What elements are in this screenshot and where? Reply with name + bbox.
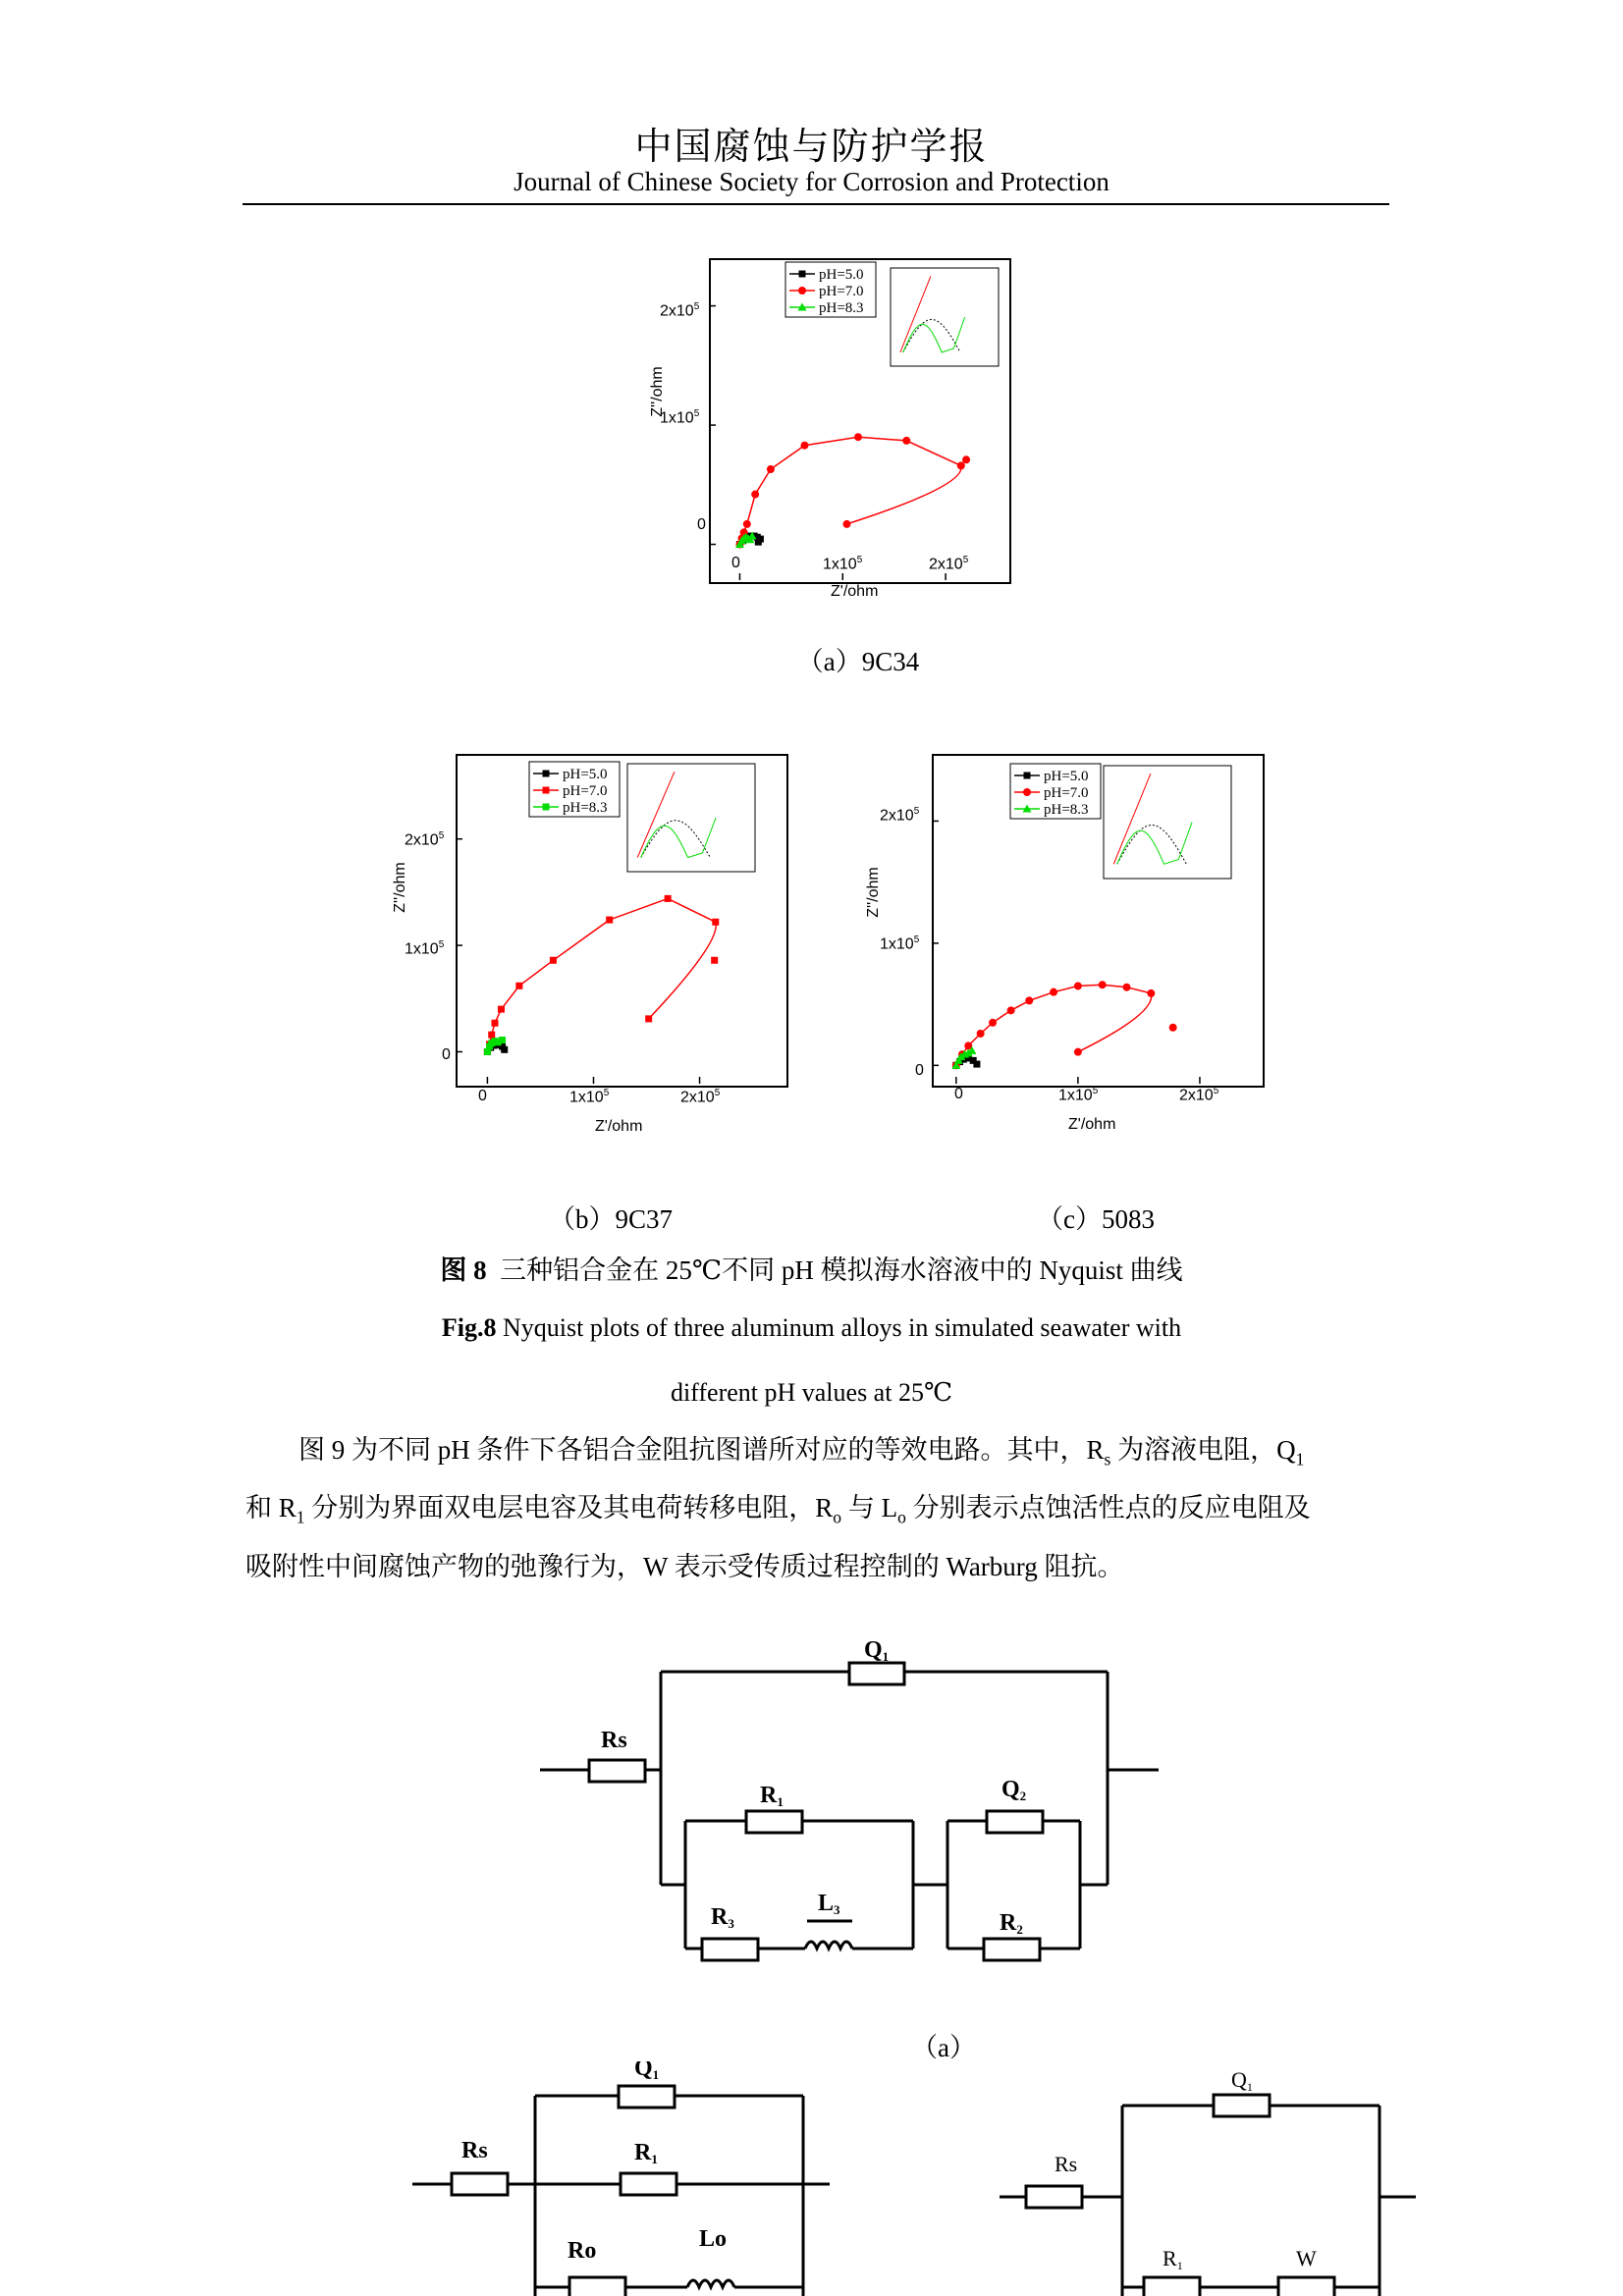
data-point (501, 1046, 508, 1053)
data-point (498, 1006, 505, 1013)
data-point (488, 1032, 495, 1039)
label-r1: R1 (760, 1783, 784, 1809)
series-pH=7.0 (735, 433, 970, 548)
label-c-rs: Rs (1055, 2152, 1078, 2176)
data-point (755, 539, 762, 546)
label-l3: L3 (818, 1891, 840, 1917)
chart-b-ytick-0: 0 (442, 1046, 451, 1063)
chart-c-xtick-0: 0 (954, 1086, 963, 1102)
subcaption-b: （b）9C37 (548, 1204, 673, 1234)
data-point (1025, 996, 1033, 1004)
inset-plot (1104, 766, 1231, 879)
chart-a-ytick-0: 0 (697, 516, 706, 533)
inset-frame (1104, 766, 1231, 879)
figure9-caption-a: （a） (911, 2033, 976, 2062)
legend-label: pH=5.0 (819, 267, 864, 283)
figure8-caption-en-line1: Fig.8 Nyquist plots of three aluminum alloys in simulated seawater with (441, 1313, 1182, 1342)
label-b-r1: R1 (634, 2140, 658, 2166)
label-c-w: W (1296, 2246, 1317, 2270)
fit-line (487, 898, 716, 1051)
series-pH=7.0 (484, 895, 719, 1055)
header-rule (243, 203, 1389, 205)
data-point (854, 433, 862, 441)
body-paragraph-lines (245, 1425, 1386, 1591)
circuit-c (992, 2061, 1424, 2296)
data-point (665, 895, 672, 902)
chart-b-ytick-1: $1x10^5$ (405, 939, 445, 958)
label-c-q1: Q1 (1231, 2067, 1253, 2094)
data-point (1074, 982, 1082, 989)
data-point (1099, 981, 1107, 988)
chart-c-ytick-0: 0 (915, 1062, 924, 1079)
data-point (1024, 773, 1031, 779)
chart-a-ylabel: Z''/ohm (649, 366, 666, 417)
inset-frame (627, 764, 755, 872)
data-point (957, 461, 965, 469)
chart-c-ytick-1: $1x10^5$ (880, 934, 920, 953)
chart-c-ylabel: Z''/ohm (865, 867, 882, 918)
para-line-3: 吸附性中间腐蚀产物的弛豫行为，W 表示受传质过程控制的 Warburg 阻抗。 (245, 1551, 1124, 1581)
data-point (799, 271, 806, 278)
data-point (515, 983, 522, 989)
chart-c (932, 754, 1263, 1086)
figure8-caption-en-line2: different pH values at 25℃ (670, 1378, 953, 1407)
legend-label: pH=7.0 (563, 783, 608, 799)
chart-a-xtick-0: 0 (731, 555, 740, 571)
data-point (973, 1061, 980, 1068)
inset-plot (891, 268, 999, 366)
legend-label: pH=7.0 (819, 284, 864, 299)
data-point (1074, 1048, 1082, 1056)
para-line-2: 和 $R_1$ 分别为界面双电层电容及其电荷转移电阻，$R_o$ 与 $L_o$ 分别表示点蚀活性点的反应电阻及 (245, 1493, 1311, 1527)
circuit-b (403, 2061, 844, 2296)
data-point (1007, 1006, 1015, 1014)
chart-b-xlabel: Z'/ohm (595, 1118, 643, 1135)
data-point (543, 804, 550, 811)
chart-a-xlabel: Z'/ohm (831, 583, 879, 600)
data-point (902, 437, 910, 445)
label-c-r1: R1 (1163, 2246, 1183, 2272)
data-point (606, 917, 613, 924)
data-point (543, 771, 550, 777)
data-point (645, 1015, 652, 1022)
data-point (712, 919, 719, 926)
data-point (1123, 984, 1131, 991)
label-rs: Rs (601, 1728, 627, 1753)
legend (1010, 764, 1101, 819)
subcaption-a: （a）9C34 (796, 647, 920, 676)
data-point (767, 465, 775, 473)
label-r3: R3 (711, 1904, 734, 1931)
series-pH=7.0 (952, 981, 1177, 1069)
data-point (491, 1020, 498, 1027)
chart-a-xtick-2: $2x10^5$ (929, 555, 969, 573)
subcaption-c: （c）5083 (1037, 1204, 1155, 1234)
data-point (1169, 1024, 1177, 1032)
legend-label: pH=8.3 (563, 800, 608, 816)
data-point (977, 1030, 985, 1038)
para-line-1: 图 9 为不同 pH 条件下各铝合金阻抗图谱所对应的等效电路。其中，$R_s$ 为溶液电阻，$Q_1$ (298, 1435, 1305, 1469)
label-b-lo: Lo (699, 2226, 728, 2252)
figure8-caption-cn: 图 8 三种铝合金在 25℃不同 pH 模拟海水溶液中的 Nyquist 曲线 (440, 1255, 1183, 1285)
legend-label: pH=8.3 (819, 300, 864, 316)
journal-title-cn: 中国腐蚀与防护学报 (634, 127, 989, 168)
label-b-ro: Ro (568, 2238, 597, 2264)
chart-b-ytick-2: $2x10^5$ (405, 830, 445, 849)
inset-plot (627, 764, 755, 872)
label-b-q1: Q1 (634, 2061, 660, 2082)
legend-label: pH=5.0 (563, 767, 608, 782)
data-point (989, 1019, 997, 1027)
data-point (550, 957, 557, 964)
data-point (543, 787, 550, 794)
chart-b-xtick-1: $1x10^5$ (569, 1088, 610, 1106)
chart-a-ytick-2: $2x10^5$ (660, 301, 700, 320)
circuit-a (530, 1620, 1178, 1973)
chart-c-xtick-2: $2x10^5$ (1179, 1086, 1219, 1104)
data-point (800, 442, 808, 450)
data-point (711, 957, 718, 964)
data-point (499, 1037, 506, 1043)
chart-b-xtick-2: $2x10^5$ (680, 1088, 721, 1106)
chart-a (709, 258, 1009, 582)
data-point (1147, 989, 1155, 997)
label-q1: Q1 (864, 1637, 890, 1664)
fit-line (956, 985, 1152, 1065)
chart-b-xtick-0: 0 (478, 1088, 487, 1104)
chart-b-ylabel: Z''/ohm (392, 862, 408, 913)
label-r2: R2 (1000, 1910, 1023, 1937)
chart-b (456, 754, 786, 1086)
chart-c-xtick-1: $1x10^5$ (1058, 1086, 1099, 1104)
data-point (842, 520, 850, 528)
chart-a-ytick-1: $1x10^5$ (660, 408, 700, 427)
data-point (1050, 988, 1057, 996)
chart-c-ytick-2: $2x10^5$ (880, 806, 920, 825)
label-q2: Q2 (1001, 1777, 1027, 1803)
chart-c-xlabel: Z'/ohm (1068, 1116, 1116, 1133)
data-point (798, 287, 806, 294)
legend-label: pH=8.3 (1044, 802, 1089, 818)
data-point (751, 491, 759, 499)
data-point (743, 520, 751, 528)
legend-label: pH=7.0 (1044, 785, 1089, 801)
legend (785, 262, 876, 317)
chart-a-xtick-1: $1x10^5$ (823, 555, 863, 573)
label-b-rs: Rs (461, 2138, 488, 2163)
legend-label: pH=5.0 (1044, 769, 1089, 784)
fit-line (739, 437, 961, 544)
journal-title-en: Journal of Chinese Society for Corrosion and Protection (514, 167, 1109, 196)
data-point (962, 455, 970, 463)
legend (529, 762, 620, 817)
data-point (1023, 788, 1031, 796)
